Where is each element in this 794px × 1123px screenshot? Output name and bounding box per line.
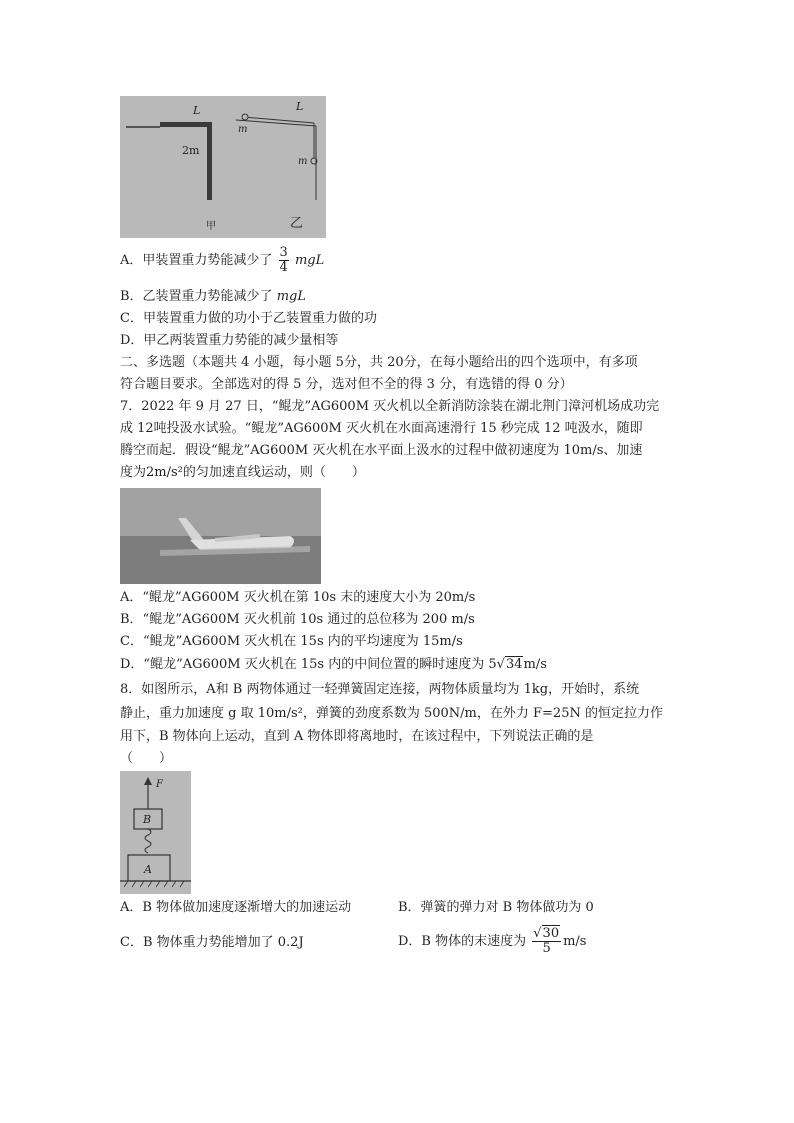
label-L-yi: L — [296, 100, 304, 113]
q8-line1: 8．如图所示，A和 B 两物体通过一轻弹簧固定连接，两物体质量均为 1kg，开始时，系统 — [120, 682, 640, 697]
section2-line2: 符合题目要求。全部选对的得 5 分，选对但不全的得 3 分，有选错的得 0 分） — [120, 377, 573, 392]
q7-option-d: D．“鲲龙”AG600M 灭火机在 15s 内的中间位置的瞬时速度为 5√34m/s — [120, 657, 547, 672]
q7-line1: 7．2022 年 9 月 27 日，“鲲龙”AG600M 灭火机以全新消防涂装在湖北荆门漳河机场成功完 — [120, 399, 660, 414]
q8-line2: 静止，重力加速度 g 取 10m/s²，弹簧的劲度系数为 500N/m，在外力 F=25N 的恒定拉力作 — [120, 706, 663, 721]
q8-option-a: A．B 物体做加速度逐渐增大的加速运动 — [120, 900, 352, 915]
q8-line3: 用下，B 物体向上运动，直到 A 物体即将离地时，在该过程中，下列说法正确的是 — [120, 729, 594, 744]
q7-line3: 腾空而起．假设“鲲龙”AG600M 灭火机在水平面上汲水的过程中做初速度为 10m/s、加速 — [120, 443, 643, 458]
sqrt-sign: √ — [496, 657, 505, 672]
section2-line1: 二、多选题（本题共 4 小题，每小题 5分，共 20分，在每小题给出的四个选项中，有多项 — [120, 355, 638, 370]
table-edge-yi — [236, 120, 316, 126]
seaplane-drawing — [120, 488, 321, 584]
q7-option-b: B．“鲲龙”AG600M 灭火机前 10s 通过的总位移为 200 m/s — [120, 612, 475, 627]
figure-jia-yi — [120, 96, 326, 238]
label-jia: 甲 — [206, 221, 216, 232]
label-F: F — [156, 779, 163, 790]
q6-option-c: C．甲装置重力做的功小于乙装置重力做的功 — [120, 311, 377, 326]
q8-option-d: D．B 物体的末速度为 $\frac{√30}{5}$ m/s — [398, 926, 587, 956]
force-arrow-head — [144, 777, 152, 785]
q8-option-b: B．弹簧的弹力对 B 物体做功为 0 — [398, 900, 594, 915]
sqrt-sign: √ — [533, 926, 542, 941]
figure-jia-yi-drawing — [120, 96, 326, 238]
label-m-top-yi: m — [238, 124, 248, 135]
spring — [145, 829, 151, 853]
label-L-jia: L — [193, 104, 201, 117]
label-yi: 乙 — [290, 216, 304, 231]
q8-line4: （ ） — [120, 751, 173, 766]
figure-spring-ab — [120, 771, 191, 894]
figure-seaplane-photo — [120, 488, 321, 584]
q7-line4: 度为2m/s²的匀加速直线运动，则（ ） — [120, 465, 365, 480]
chain-vertical-jia — [207, 122, 212, 200]
label-m-side-yi: m — [298, 156, 308, 167]
fraction-sqrt30-5: $\frac{√30}{5}$ — [533, 926, 560, 956]
sky — [120, 488, 321, 536]
q7-option-c: C．“鲲龙”AG600M 灭火机在 15s 内的平均速度为 15m/s — [120, 634, 463, 649]
rope-horizontal-yi — [244, 117, 314, 123]
q6-option-d: D．甲乙两装置重力势能的减少量相等 — [120, 333, 339, 348]
fraction-3-4: $\frac{3}{4}$ — [279, 245, 288, 275]
ball-top-yi — [242, 114, 248, 120]
q6-option-b: B．乙装置重力势能减少了 mgL — [120, 289, 306, 304]
chain-horizontal-jia — [160, 122, 212, 127]
q6-option-a: A．甲装置重力势能减少了 $\frac{3}{4}$ mgL — [120, 245, 325, 275]
q8-option-c: C．B 物体重力势能增加了 0.2J — [120, 935, 304, 950]
q7-line2: 成 12吨投汲水试验。“鲲龙”AG600M 灭火机在水面高速滑行 15 秒完成 12 吨汲水，随即 — [120, 421, 643, 436]
label-B: B — [143, 813, 152, 826]
ground-hatch — [124, 881, 184, 887]
q7-option-a: A．“鲲龙”AG600M 灭火机在第 10s 末的速度大小为 20m/s — [120, 590, 476, 605]
label-A: A — [144, 863, 152, 876]
label-2m-jia: 2m — [182, 144, 200, 157]
spring-ab-drawing — [120, 771, 191, 894]
